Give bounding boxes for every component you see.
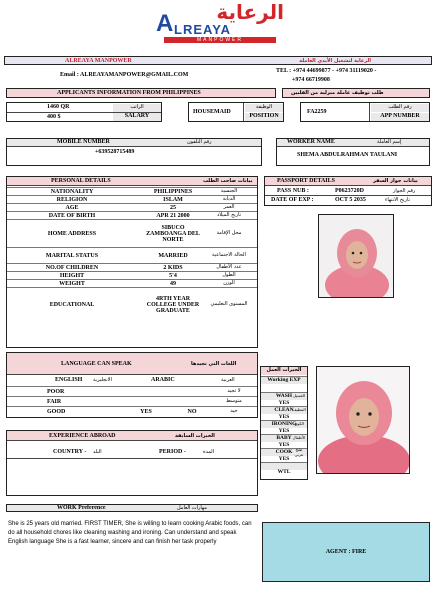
- pass-number-label: PASS NUB :: [277, 188, 309, 194]
- personal-row: [7, 203, 257, 211]
- personal-label: DATE OF BIRTH: [48, 212, 96, 219]
- period-label-ar: المدة: [203, 449, 215, 455]
- app-number-label: APP NUMBER: [371, 113, 429, 121]
- personal-value: SIBUCO ZAMBOANGA DEL NORTE: [146, 224, 200, 244]
- passport-title-ar: بيانات جواز السفر: [373, 178, 418, 184]
- experience-table: [6, 430, 258, 496]
- arabic-header: ARABIC: [151, 377, 175, 383]
- exp-date-value: OCT 5 2035: [335, 197, 366, 203]
- description-text: She is 25 years old married. FIRST TIMER, She is willing to learn cooking Arabic foods, can do all household chores like cleaning washing and ironing. Can understand and speak English language She is a fast learner, sincere and can finish her task properly: [8, 521, 252, 545]
- personal-label: AGE: [65, 204, 79, 211]
- skill-label: IRONING: [261, 421, 307, 428]
- work-preference-bar: [6, 504, 258, 512]
- applicants-title-bar: [6, 88, 276, 98]
- company-logo: [148, 0, 288, 43]
- pass-number-label-ar: رقم الجواز: [393, 188, 416, 194]
- english-header-ar: الانجليزية: [93, 377, 112, 383]
- personal-label-ar: الطول: [222, 272, 236, 279]
- personal-label: NATIONALITY: [50, 188, 94, 195]
- logo-arabic: الرعاية: [216, 0, 284, 24]
- agent-box: [262, 522, 430, 582]
- exp-date-label-ar: تاريخ الانتهاء: [385, 197, 410, 203]
- skill-row: [261, 392, 307, 406]
- personal-value: MARRIED: [158, 252, 188, 259]
- skill-label: WASH: [261, 393, 307, 400]
- language-row: [7, 396, 257, 406]
- personal-row: [7, 211, 257, 219]
- position-label: POSITION: [245, 113, 283, 121]
- skill-row: [261, 420, 307, 434]
- pass-number-value: P0623720D: [335, 188, 364, 194]
- personal-row: [7, 195, 257, 203]
- english-level-value: YES: [140, 408, 152, 415]
- app-number-label-ar: رقم الطلب: [371, 104, 429, 112]
- language-level: POOR: [47, 388, 65, 395]
- personal-label: RELIGION: [56, 196, 88, 203]
- app-number-value: FA2259: [307, 109, 327, 115]
- passport-title: PASSPORT DETAILS: [277, 178, 335, 184]
- language-table: [6, 352, 258, 418]
- salary-box: [6, 102, 162, 122]
- personal-label: EDUCATIONAL: [49, 301, 95, 308]
- skill-row: [261, 462, 307, 474]
- arabic-level-value: NO: [187, 408, 197, 415]
- skill-row: [261, 406, 307, 420]
- personal-row: [7, 287, 257, 321]
- mobile-label: MOBILE NUMBER: [57, 139, 110, 145]
- personal-details-table: [6, 176, 258, 348]
- skill-row: [261, 448, 307, 462]
- personal-row: [7, 271, 257, 279]
- personal-label: MARITAL STATUS: [45, 252, 99, 259]
- company-name-ar: الرعاية لتشغيل الأيدي العاملة: [299, 58, 371, 64]
- personal-value: PHILIPPINES: [153, 188, 193, 195]
- skills-table: [260, 366, 308, 480]
- skill-value: YES: [278, 399, 290, 406]
- language-level-ar: متوسط: [226, 398, 242, 405]
- skill-row: [261, 434, 307, 448]
- language-row: [7, 406, 257, 416]
- logo-latin: LREAYA: [174, 22, 232, 37]
- skill-value: YES: [278, 413, 290, 420]
- personal-value: APR 21 2000: [156, 212, 190, 219]
- language-level-ar: جيد: [230, 408, 238, 415]
- personal-label-ar: الحالة الاجتماعية: [212, 252, 246, 259]
- personal-label-ar: المستوى التعليمي: [210, 301, 248, 308]
- personal-row: [7, 187, 257, 195]
- mobile-value: +639528715489: [95, 149, 135, 155]
- english-header: ENGLISH: [55, 377, 83, 383]
- work-preference-label: WORK Preference: [57, 505, 106, 511]
- country-label: COUNTRY -: [53, 449, 87, 455]
- skill-row: [261, 376, 307, 392]
- logo-mark: A: [156, 10, 174, 37]
- language-title-ar: اللغات التي تجيدها: [191, 361, 237, 367]
- skill-label-ar: [291, 377, 307, 384]
- skill-label-ar: [291, 463, 307, 470]
- country-label-ar: البلد: [93, 449, 102, 455]
- skills-title-ar: الخبرات العمل: [261, 367, 307, 375]
- personal-label-ar: العمر: [223, 204, 235, 211]
- personal-label-ar: عدد الأطفال: [216, 264, 242, 271]
- skill-value: YES: [278, 441, 290, 448]
- worker-label-ar: إسم العاملة: [377, 139, 402, 145]
- portrait-image: [319, 215, 394, 298]
- arabic-header-ar: العربية: [221, 377, 235, 383]
- skill-label: Working EXP: [261, 377, 307, 384]
- personal-label: HEIGHT: [59, 272, 85, 279]
- salary-usd: 400 $: [47, 114, 61, 120]
- personal-value: 4RTH YEAR COLLEGE UNDER GRADUATE: [146, 295, 200, 315]
- position-label-ar: الوظيفة: [245, 104, 283, 112]
- salary-qr: 1460 QR: [47, 104, 70, 110]
- skill-label-ar: طبخ عربي: [294, 447, 304, 457]
- worker-name-value: SHEMA ABDULRAHMAN TAULANI: [297, 152, 398, 158]
- personal-row: [7, 219, 257, 247]
- personal-label: WEIGHT: [59, 280, 85, 287]
- personal-row: [7, 247, 257, 263]
- period-label: PERIOD -: [159, 449, 186, 455]
- agent-label: AGENT : FIRE: [325, 549, 367, 555]
- skill-label-ar: التنظيف: [292, 407, 306, 413]
- personal-label-ar: محل الإقامة: [216, 230, 242, 237]
- position-value: HOUSEMAID: [193, 109, 231, 115]
- personal-row: [7, 279, 257, 287]
- language-level-ar: لا تجيد: [227, 388, 241, 395]
- language-level: GOOD: [47, 408, 66, 415]
- mobile-box: [6, 138, 262, 166]
- passport-details-table: [264, 176, 432, 206]
- personal-label-ar: تاريخ الميلاد: [216, 212, 242, 219]
- exp-date-label: DATE OF EXP :: [271, 197, 314, 203]
- skill-value: WTL: [277, 468, 291, 475]
- personal-label-ar: الجنسية: [220, 188, 238, 195]
- personal-value: 49: [170, 280, 176, 287]
- applicants-title: APPLICANTS INFORMATION FROM PHILIPPINES: [57, 90, 201, 96]
- worker-photo-large: [316, 366, 410, 474]
- skill-value: YES: [278, 455, 290, 462]
- skill-label-ar: الكوي: [294, 421, 304, 427]
- personal-details-title-ar: بيانات صاحب الطلب: [203, 178, 253, 184]
- experience-title: EXPERIENCE ABROAD: [49, 433, 116, 439]
- applicants-title-ar: طلب توظيف عاملة منزلية من الفلبين: [291, 90, 384, 96]
- personal-label: HOME ADDRESS: [47, 230, 97, 237]
- skill-label: BABY: [261, 435, 307, 442]
- worker-box: [276, 138, 430, 166]
- wage-label-ar: الراتب: [113, 104, 161, 112]
- worker-photo-small: [318, 214, 394, 298]
- header-band: [4, 56, 432, 65]
- personal-value: 2 KIDS: [163, 264, 183, 271]
- personal-label-ar: الوزن: [223, 280, 235, 287]
- experience-title-ar: الخبرات السابقة: [175, 433, 215, 439]
- personal-label-ar: الديانة: [222, 196, 236, 203]
- skill-label-ar: الغسيل: [292, 393, 306, 399]
- personal-value: ISLAM: [163, 196, 183, 203]
- skill-label: CLEAN: [261, 407, 307, 414]
- portrait-full-image: [317, 367, 410, 474]
- personal-details-title: PERSONAL DETAILS: [51, 178, 111, 184]
- worker-label: WORKER NAME: [287, 139, 335, 145]
- personal-value: 25: [170, 204, 176, 211]
- mobile-label-ar: رقم التلفون: [187, 139, 212, 145]
- applicants-title-ar-box: [282, 88, 430, 98]
- tel-text: TEL : +974 44699877 - +974 31119020 -: [276, 68, 377, 74]
- skill-value: YES: [278, 427, 290, 434]
- work-preference-label-ar: مهارات العامل: [177, 505, 207, 511]
- language-title: LANGUAGE CAN SPEAK: [61, 361, 132, 367]
- position-box: [188, 102, 284, 122]
- personal-label: NO.OF CHILDREN: [45, 264, 99, 271]
- personal-row: [7, 263, 257, 271]
- language-level: FAIR: [47, 398, 62, 405]
- app-number-box: [300, 102, 430, 122]
- tel-text-2: +974 66719908: [292, 77, 330, 83]
- salary-label: SALARY: [113, 113, 161, 121]
- logo-subline: MANPOWER: [164, 37, 276, 43]
- company-name-en: ALREAYA MANPOWER: [65, 58, 132, 64]
- skill-label-ar: الأطفال: [292, 435, 306, 441]
- skill-label: COOK: [261, 449, 307, 456]
- personal-value: 5'4: [169, 272, 177, 279]
- language-row: [7, 386, 257, 396]
- email-text: Email : ALREAYAMANPOWER@GMAIL.COM: [60, 72, 189, 78]
